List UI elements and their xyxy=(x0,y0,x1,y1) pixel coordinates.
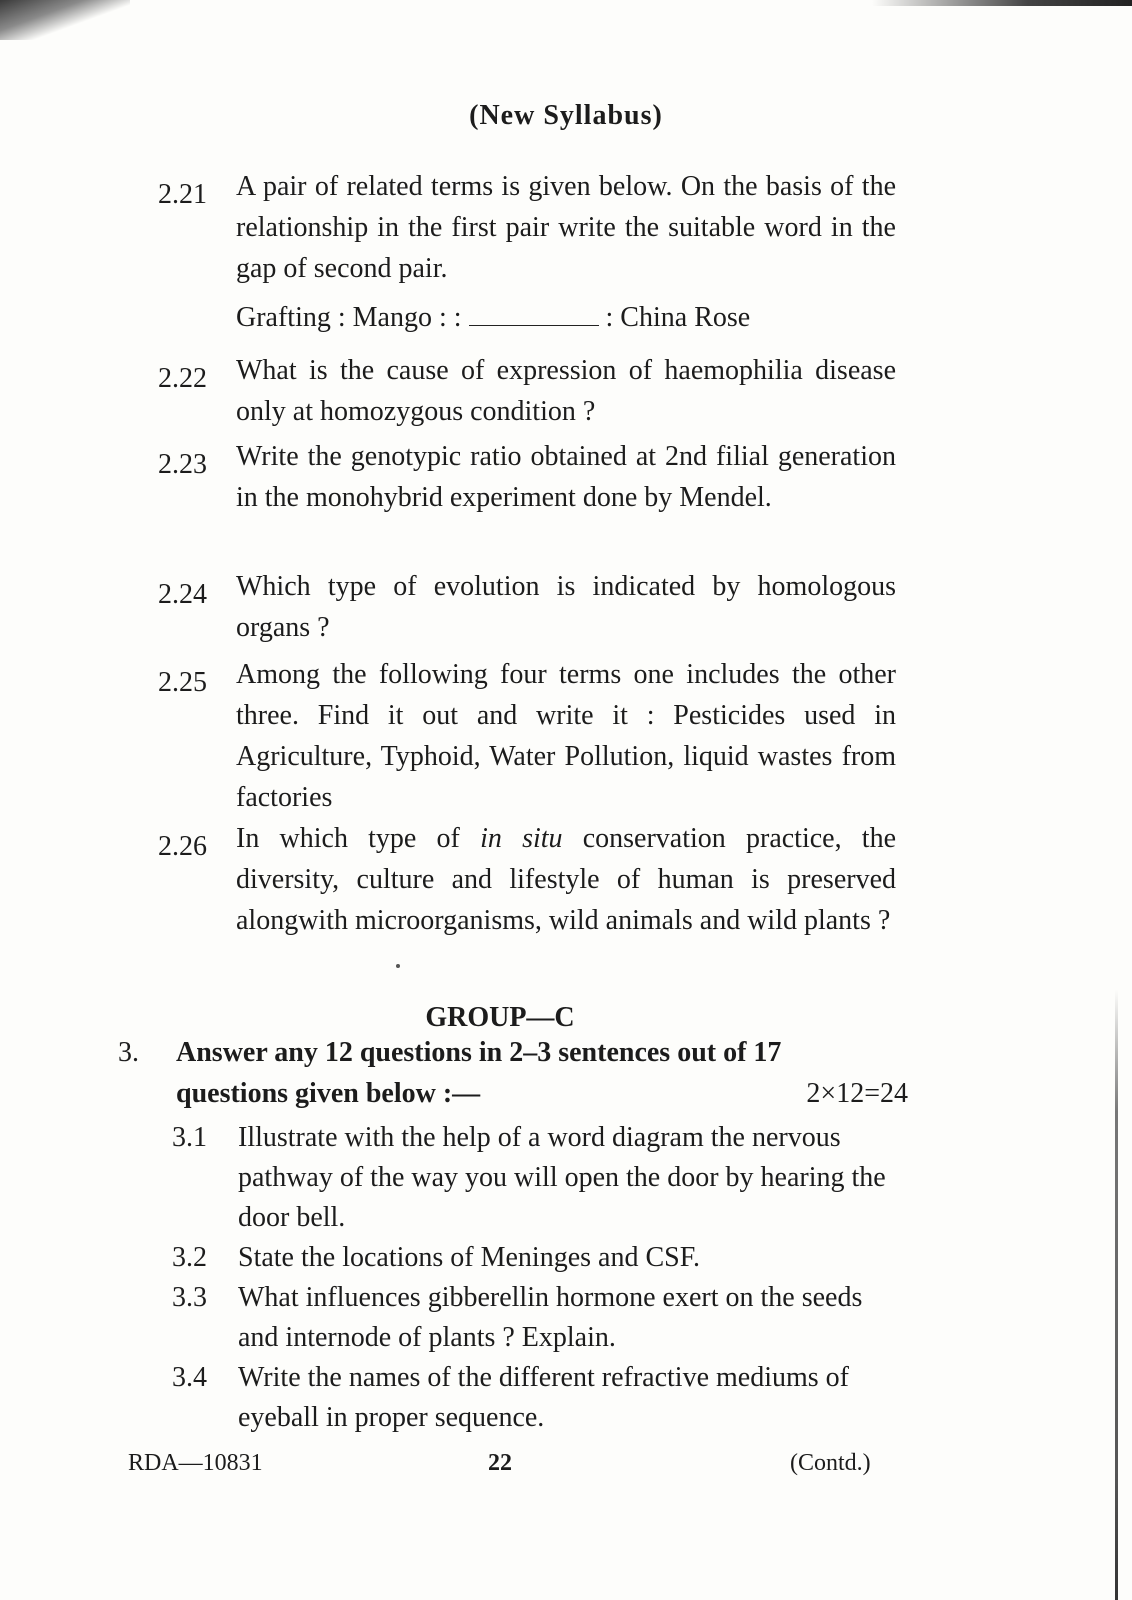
answer-blank xyxy=(469,301,599,326)
question-number: 3.4 xyxy=(172,1362,207,1393)
question-text: What influences gibberellin hormone exert on the seeds and internode of plants ? Explain. xyxy=(238,1282,863,1353)
question-number: 3.1 xyxy=(172,1122,207,1153)
question-text: State the locations of Meninges and CSF. xyxy=(238,1242,701,1273)
question-instruction: Answer any 12 questions in 2–3 sentences out of 17 questions given below :— xyxy=(176,1037,782,1109)
question-number: 2.26 xyxy=(158,831,207,862)
question-number: 2.24 xyxy=(158,579,207,610)
question-text: Write the genotypic ratio obtained at 2nd filial generation in the monohybrid experiment done by Mendel. xyxy=(236,441,896,513)
analogy-line: Grafting : Mango : : : China Rose xyxy=(236,302,751,333)
question-text: What is the cause of expression of haemophilia disease only at homozygous condition ? xyxy=(236,355,896,427)
question-text: A pair of related terms is given below. On the basis of the relationship in the first pair write the suitable word in the gap of second pair. Grafting : Mango : : : China Rose xyxy=(236,166,896,338)
marks-label: 2×12=24 xyxy=(806,1078,908,1109)
question-number: 2.23 xyxy=(158,449,207,480)
paper-code: RDA—10831 xyxy=(128,1450,263,1476)
page-right-edge xyxy=(1115,990,1118,1600)
question-number: 2.22 xyxy=(158,363,207,394)
question-text: Write the names of the different refractive mediums of eyeball in proper sequence. xyxy=(238,1362,849,1433)
page-number: 22 xyxy=(488,1450,512,1476)
question-number: 3.2 xyxy=(172,1242,207,1273)
speck xyxy=(396,964,400,968)
group-heading: GROUP—C xyxy=(425,1002,575,1033)
question-text: Among the following four terms one includes the other three. Find it out and write it : Pesticides used in Agriculture, Typhoid, Water Pollution, liquid wastes from factories xyxy=(236,659,896,813)
italic-term: in situ xyxy=(480,823,563,854)
question-number: 2.21 xyxy=(158,179,207,210)
continued-label: (Contd.) xyxy=(790,1450,871,1476)
page-title: (New Syllabus) xyxy=(469,100,663,131)
page-top-edge xyxy=(872,0,1132,6)
question-text: Which type of evolution is indicated by homologous organs ? xyxy=(236,571,896,643)
question-number: 3.3 xyxy=(172,1282,207,1313)
question-text: In which type of in situ conservation practice, the diversity, culture and lifestyle of human is preserved alongwith microorganisms, wild animals and wild plants ? xyxy=(236,823,896,936)
page-corner-shadow xyxy=(0,0,130,40)
question-text: Illustrate with the help of a word diagram the nervous pathway of the way you will open the door by hearing the door bell. xyxy=(238,1122,886,1233)
question-number: 3. xyxy=(118,1037,139,1068)
question-number: 2.25 xyxy=(158,667,207,698)
